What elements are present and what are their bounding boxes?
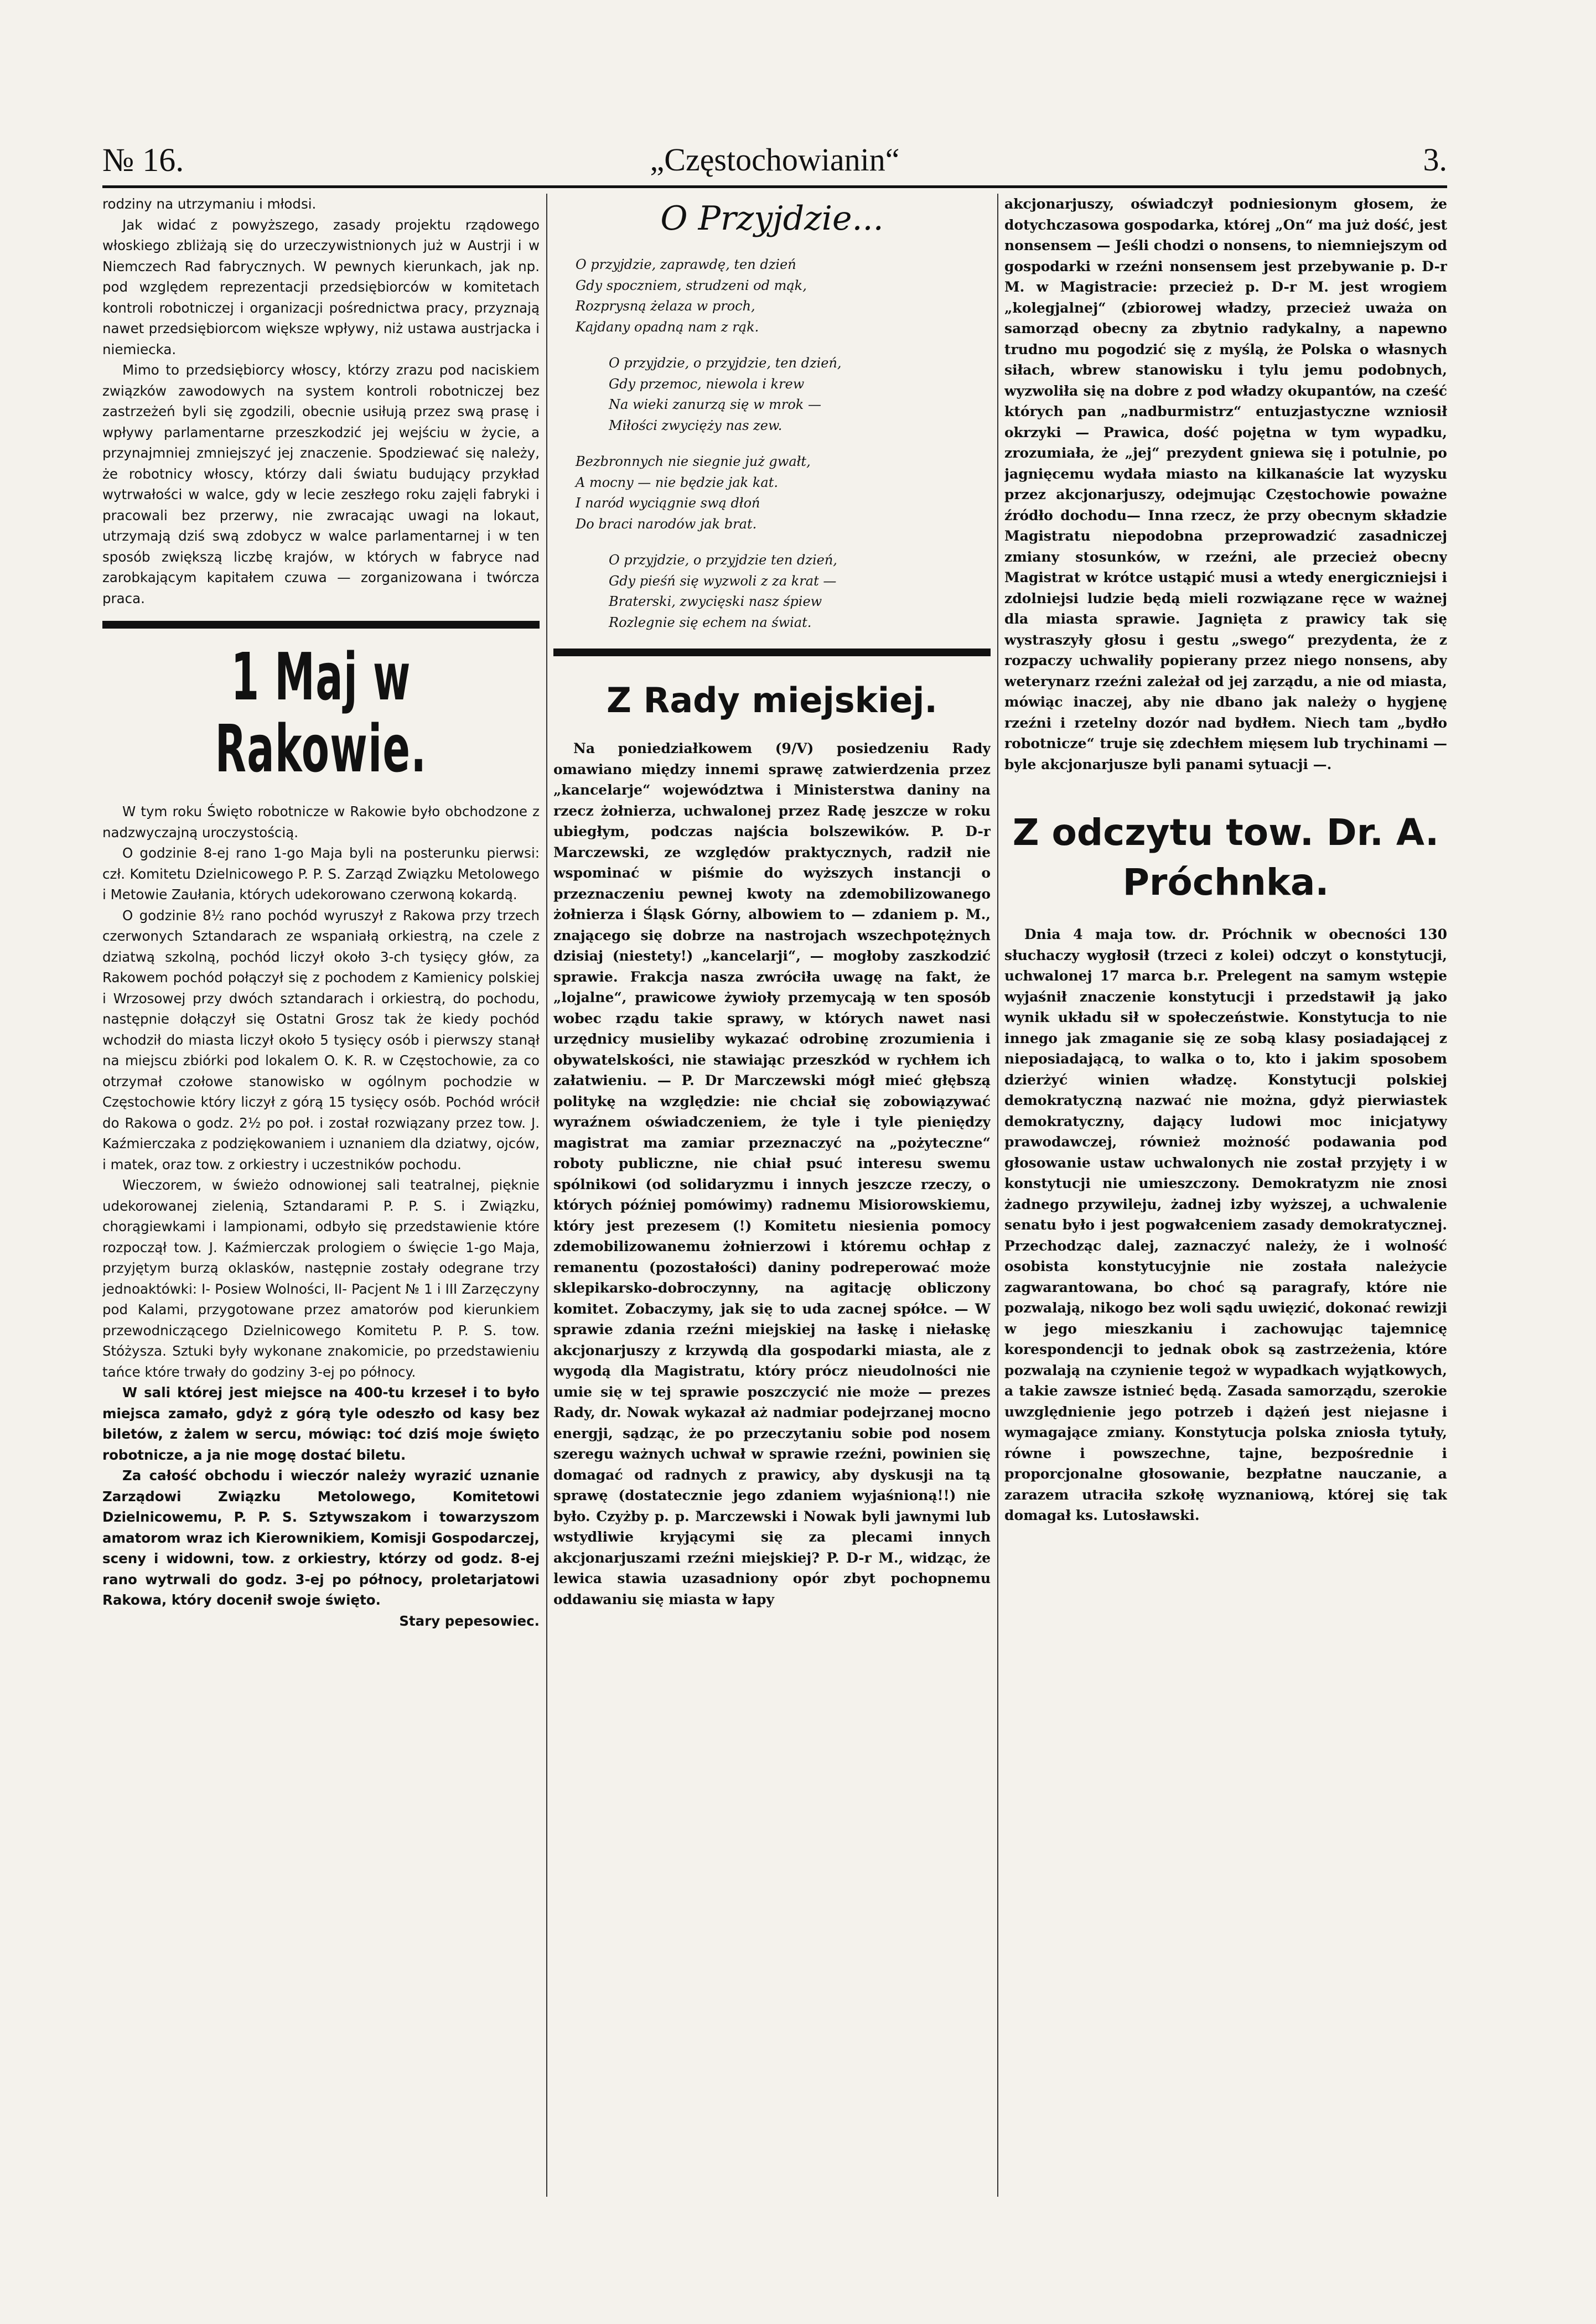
section-divider — [102, 621, 540, 629]
article-paragraph: O godzinie 8-ej rano 1-go Maja byli na posterunku pierwsi: czł. Komitetu Dzielnicowego P. P. S. Zarząd Związku Metolowego i Metowie Zaułania, których udekorowano czerwoną kokardą. — [102, 845, 540, 902]
poem-line: Na wieki zanurzą się w mrok — — [609, 397, 821, 412]
poem-stanza — [576, 255, 991, 338]
article-signature: Stary pepesowiec. — [399, 1612, 540, 1629]
article-paragraph: W sali której jest miejsce na 400-tu krzeseł i to było miejsca zamało, gdyż z górą tyle odeszło od kasy bez biletów, z żalem w sercu, mówiąc: toć dziś moje święto robotnicze, a ja nie mogę dostać biletu. — [102, 1384, 540, 1463]
poem-title: O Przyjdzie... — [660, 199, 884, 238]
article-paragraph: Mimo to przedsiębiorcy włoscy, którzy zrazu pod naciskiem związków zawodowych na system kontroli robotniczej bez zastrzeżeń byli się zgodzili, obecnie usiłują przez swą prasę i wpływy parlamentarne przeszkodzić jej wejściu w życie, a przynajmniej zmniejszyć jej znaczenie. Spodziewać się należy, że robotnicy włoscy, którzy dali światu budujący przykład wytrwałości w walce, gdy w lecie zeszłego roku zajęli fabryki i pracowali bez przerwy, nie zwracając uwagi na lokaut, utrzymają dziś swą zdobycz w walce parlamentarnej i w ten sposób zwiększą liczbę krajów, w których w fabryce nad zarobkającym kapitałem czuwa — zorganizowana i twórcza praca. — [102, 362, 540, 606]
header-rule — [102, 185, 1447, 188]
issue-number: № 16. — [102, 142, 184, 178]
article-paragraph: Jak widać z powyższego, zasady projektu rządowego włoskiego zbliżają się do urzeczywistnionych już w Austrji i w Niemczech Rad fabrycznych. W pewnych kierunkach, jak np. pod względem reprezentacji przedsiębiorców w komitetach kontroli robotniczej i organizacji pośrednictwa pracy, przyznają nawet przedsiębiorcom większe wpływy, niż ustawa austrjacka i niemiecka. — [102, 216, 540, 357]
column-divider — [997, 194, 998, 2197]
poem-line: O przyjdzie, o przyjdzie ten dzień, — [609, 552, 837, 568]
article-paragraph: W tym roku Święto robotnicze w Rakowie było obchodzone z nadzwyczajną uroczystością. — [102, 803, 540, 841]
poem-line: Do braci narodów jak brat. — [576, 516, 757, 532]
poem-line: Gdy przemoc, niewola i krew — [609, 376, 805, 392]
poem-stanza — [576, 353, 991, 436]
poem-line: Braterski, zwycięski nasz śpiew — [609, 594, 822, 609]
headline-odczyt: Z odczytu tow. Dr. A. Próchnka. — [1012, 811, 1439, 904]
section-divider — [553, 649, 991, 656]
article-paragraph: Za całość obchodu i wieczór należy wyrazić uznanie Zarządowi Związku Metolowego, Komitetowi Dzielnicowemu, P. P. S. Sztywszakom i towarzyszom amatorom wraz ich Kierownikiem, Komisji Gospodarczej, sceny i widowni, tow. z orkiestry, którzy od godz. 8-ej rano wytrwali do godz. 3-ej po północy, proletarjatowi Rakowa, który docenił swoje święto. — [102, 1467, 540, 1608]
poem-line: Bezbronnych nie siegnie już gwałt, — [576, 454, 811, 469]
article-paragraph: rodziny na utrzymaniu i młodsi. — [102, 196, 317, 212]
article-paragraph: Dnia 4 maja tow. dr. Próchnik w obecności 130 słuchaczy wygłosił (trzeci z kolei) odczyt o konstytucji, uchwalonej 17 marca b.r. Prelegent na samym wstępie wyjaśnił znaczenie konstytucji i przedstawił ją jako wynik układu sił w społeczeństwie. Konstytucja to nie innego jak zmaganie się ze sobą klasy posiadającej z nieposiadającą, to walka o to, kto i jakim sposobem dzierżyć winien władzę. Konstytucji polskiej demokratyczną nazwać nie można, gdyż pierwiastek demokratyczny, dający ludowi moc inicjatywy prawodawczej, również możność podawania pod głosowanie ustaw uchwalonych nie został przyjęty i w konstytucji nie umieszczony. Demokratyzm nie znosi żadnego przywileju, żadnej izby wyższej, a uchwalenie senatu było i jest pogwałceniem zasady demokratycznej. Przechodząc dalej, zaznaczyć należy, że i wolność osobista konstytucyjnie nie została należycie zagwarantowana, bo choć są paragrafy, które nie pozwalają, nikogo bez woli sądu uwięzić, dokonać rewizji w jego mieszkaniu i zachowując tajemnicę korespondencji to jednak obok są zastrzeżenia, które pozwalają na czynienie tegoż w wypadkach wyjątkowych, a takie zawsze istnieć będą. Zasada samorządu, szerokie uwzględnienie jego potrzeb i dążeń jest niejasne i wymagające zmiany. Konstytucja polska zniosła tytuły, równe i powszechne, tajne, bezpośrednie i proporcjonalne głosowanie, bezpłatne nauczanie, a zarazem utraciła szkołę wyznaniową, której się tak domagał ks. Lutosławski. — [1004, 926, 1447, 1523]
newspaper-title: „Częstochowianin“ — [650, 142, 900, 178]
column-1 — [102, 194, 540, 2213]
poem-line: Rozprysną żelaza w proch, — [576, 298, 755, 314]
headline-maj: 1 Maj w Rakowie. — [215, 639, 427, 787]
poem-line: I naród wyciągnie swą dłoń — [576, 495, 760, 511]
column-divider — [546, 194, 547, 2197]
poem-line: O przyjdzie, zaprawdę, ten dzień — [576, 257, 796, 272]
page-number: 3. — [1423, 142, 1447, 178]
article-paragraph: akcjonarjuszy, oświadczył podniesionym głosem, że dotychczasowa gospodarka, której „On“ ma już dość, jest nonsensem — Jeśli chodzi o nonsens, to niemniejszym od gospodarki w rzeźni nonsensem jest przebywanie p. D-r M. w Magistracie: przecież p. D-r M. jest wrogiem „kolegjalnej“ (zbiorowej władzy, przecież uważa on samorząd obecny za zbytnio radykalny, a napewno trudno mu pogodzić się z myślą, że Polska o własnych siłach, wbrew stanowisku i tylu jemu podobnych, wyzwoliła się na dobre z pod władzy okupantów, na cześć których pan „nadburmistrz“ entuzjastyczne wzniosił okrzyki — Prawica, dość pojętna w tym wypadku, zrozumiała, że „jej“ prezydent gniewa się i potulnie, po jagnięcemu wydała miasto na kilkanaście lat wyzysku przez akcjonarjuszy, odejmując Częstochowie poważne źródło dochodu— Inna rzecz, że przy obecnym składzie Magistratu niepodobna przeprowadzić zasadniczej zmiany stosunków, w rzeźni, ale przecież obecny Magistrat w krótce ustąpić musi a wtedy energiczniejsi i zdolniejsi ludzie będą mieli rozwiązane ręce w ważnej dla miasta sprawie. Jagnięta z prawicy tak się wystraszyły głosu i gestu „swego“ prezydenta, że z rozpaczy uchwaliły popierany przez niego nonsens, aby weterynarz rzeźni zależał od jej zarządu, a nie od miasta, mówiąc inaczej, aby nie dbano jak należy o hygjenę rzeźni i rzetelny dozór nad bydłem. Niech tam „bydło robotnicze“ truje się zdechłem mięsem lub trychinami — byle akcjonarjusze byli panami sytuacji —. — [1004, 196, 1447, 772]
poem-line: Rozlegnie się echem na świat. — [609, 614, 812, 630]
poem-stanza — [576, 550, 991, 633]
poem-line: Gdy pieśń się wyzwoli z za krat — — [609, 573, 837, 589]
poem-line: O przyjdzie, o przyjdzie, ten dzień, — [609, 355, 842, 371]
poem-line: Kajdany opadną nam z rąk. — [576, 319, 759, 335]
column-2 — [553, 194, 991, 2213]
article-paragraph: O godzinie 8½ rano pochód wyruszył z Rakowa przy trzech czerwonych Sztandarach ze wspaniałą orkiestrą, na czele z dziatwą szkolną, pochód liczył około 3-ch tysięcy głów, za Rakowem pochód połączył się z pochodem z Kamienicy polskiej i Wrzosowej przy dwóch sztandarach i orkiestrą, do pochodu, następnie dołączył się Ostatni Grosz tak że kiedy pochód wchodził do miasta liczył około 5 tysięcy osób i pierwszy stanął na miejscu zbiórki pod lokalem O. K. R. w Częstochowie, za co otrzymał czołowe stanowisko w ogólnym pochodzie w Częstochowie który liczył z górą 15 tysięcy osób. Pochód wrócił do Rakowa o godz. 2½ po poł. i został rozwiązany przez tow. J. Kaźmierczaka z podziękowaniem i uznaniem dla dziatwy, ojców, i matek, oraz tow. z orkiestry i uczestników pochodu. — [102, 907, 540, 1173]
poem-line: Gdy spoczniem, strudzeni od mąk, — [576, 277, 807, 293]
column-3 — [1004, 194, 1447, 2213]
poem-line: Miłości zwycięży nas zew. — [609, 417, 783, 433]
headline-rada: Z Rady miejskiej. — [607, 680, 937, 720]
poem-line: A mocny — nie będzie jak kat. — [576, 474, 778, 490]
article-paragraph: Wieczorem, w świeżo odnowionej sali teatralnej, pięknie udekorowanej zielenią, Sztandarami P. P. S. i Związku, chorągiewkami i lampionami, odbyło się przedstawienie które rozpoczął tow. J. Kaźmierczak prologiem o święcie 1-go Maja, przyjętym burzą oklasków, następnie zostały odegrane trzy jednoaktówki: I- Posiew Wolności, II- Pacjent № 1 i III Zarzęczyny pod Kalami, przygotowane przez amatorów pod kierunkiem przewodniczącego Dzielnicowego Komitetu P. P. S. tow. Stóżysza. Sztuki były wykonane znakomicie, po przedstawieniu tańce które trwały do godziny 3-ej po północy. — [102, 1177, 540, 1380]
article-paragraph: Na poniedziałkowem (9/V) posiedzeniu Rady omawiano między innemi sprawę zatwierdzenia przez „kancelarje“ województwa i Ministerstwa daniny na rzecz żołnierza, uchwalonej przez Radę jeszcze w roku ubiegłym, podczas najścia bolszewików. P. D-r Marczewski, ze względów praktycznych, radził nie wspominać w piśmie do wyższych instancji o przeznaczeniu pewnej kwoty na zdemobilizowanego żołnierza i Śląsk Górny, albowiem to — zdaniem p. M., znającego się dobrze na nastrojach wszechpotężnych dzisiaj (niestety!) „kancelarji“, — mogłoby zaszkodzić sprawie. Frakcja nasza zwróciła uwagę na fakt, że „lojalne“, prawicowe żywioły przemycają w ten sposób wobec rządu takie sprawy, w których nawet nasi urzędnicy musieliby wykazać odrobinę zrozumienia i obywatelskości, nie stawiając przeszkód w rychłem ich załatwieniu. — P. Dr Marczewski mógł mieć głębszą politykę na względzie: nie chciał się zobowiązywać wyraźnem oświadczeniem, że tyle i tyle pieniędzy magistrat ma zamiar przeznaczyć na „pożyteczne“ roboty publiczne, nie chiał psuć interesu swemu spólnikowi (od solidaryzmu i innych jeszcze rzeczy, o których później pomówimy) radnemu Misiorowskiemu, który jest prezesem (!) Komitetu niesienia pomocy zdemobilizowanemu żołnierzowi i któremu ochłap z remanentu (pozostałości) daniny podreperować może sklepikarsko-dobroczynny, na agitację obliczony komitet. Zobaczymy, jak się to uda zacnej spółce. — W sprawie zdania rzeźni miejskiej na łaskę i niełaskę akcjonarjuszy z krzywdą dla gospodarki miasta, ale z wygodą dla Magistratu, który prócz nieudolności nie umie się w tej sprawie poszczycić nie może — prezes Rady, dr. Nowak wykazał aż nadmiar podejrzanej mocno energji, sądząc, że po przeczytaniu sobie pod nosem szeregu ważnych uchwał w sprawie rzeźni, powinien się domagać od radnych z prawicy, aby dyskusji na tą sprawę (dostatecznie jego zdaniem wyjaśnioną!!) nie było. Czyżby p. p. Marczewski i Nowak byli jawnymi lub wstydliwie kryjącymi się za plecami innych akcjonarjuszami rzeźni miejskiej? P. D-r M., widząc, że lewica stawia uzasadniony opór zbyt pochopnemu oddawaniu się miasta w łapy — [553, 740, 991, 1607]
page-header — [102, 141, 1447, 185]
poem-stanza — [576, 452, 991, 535]
